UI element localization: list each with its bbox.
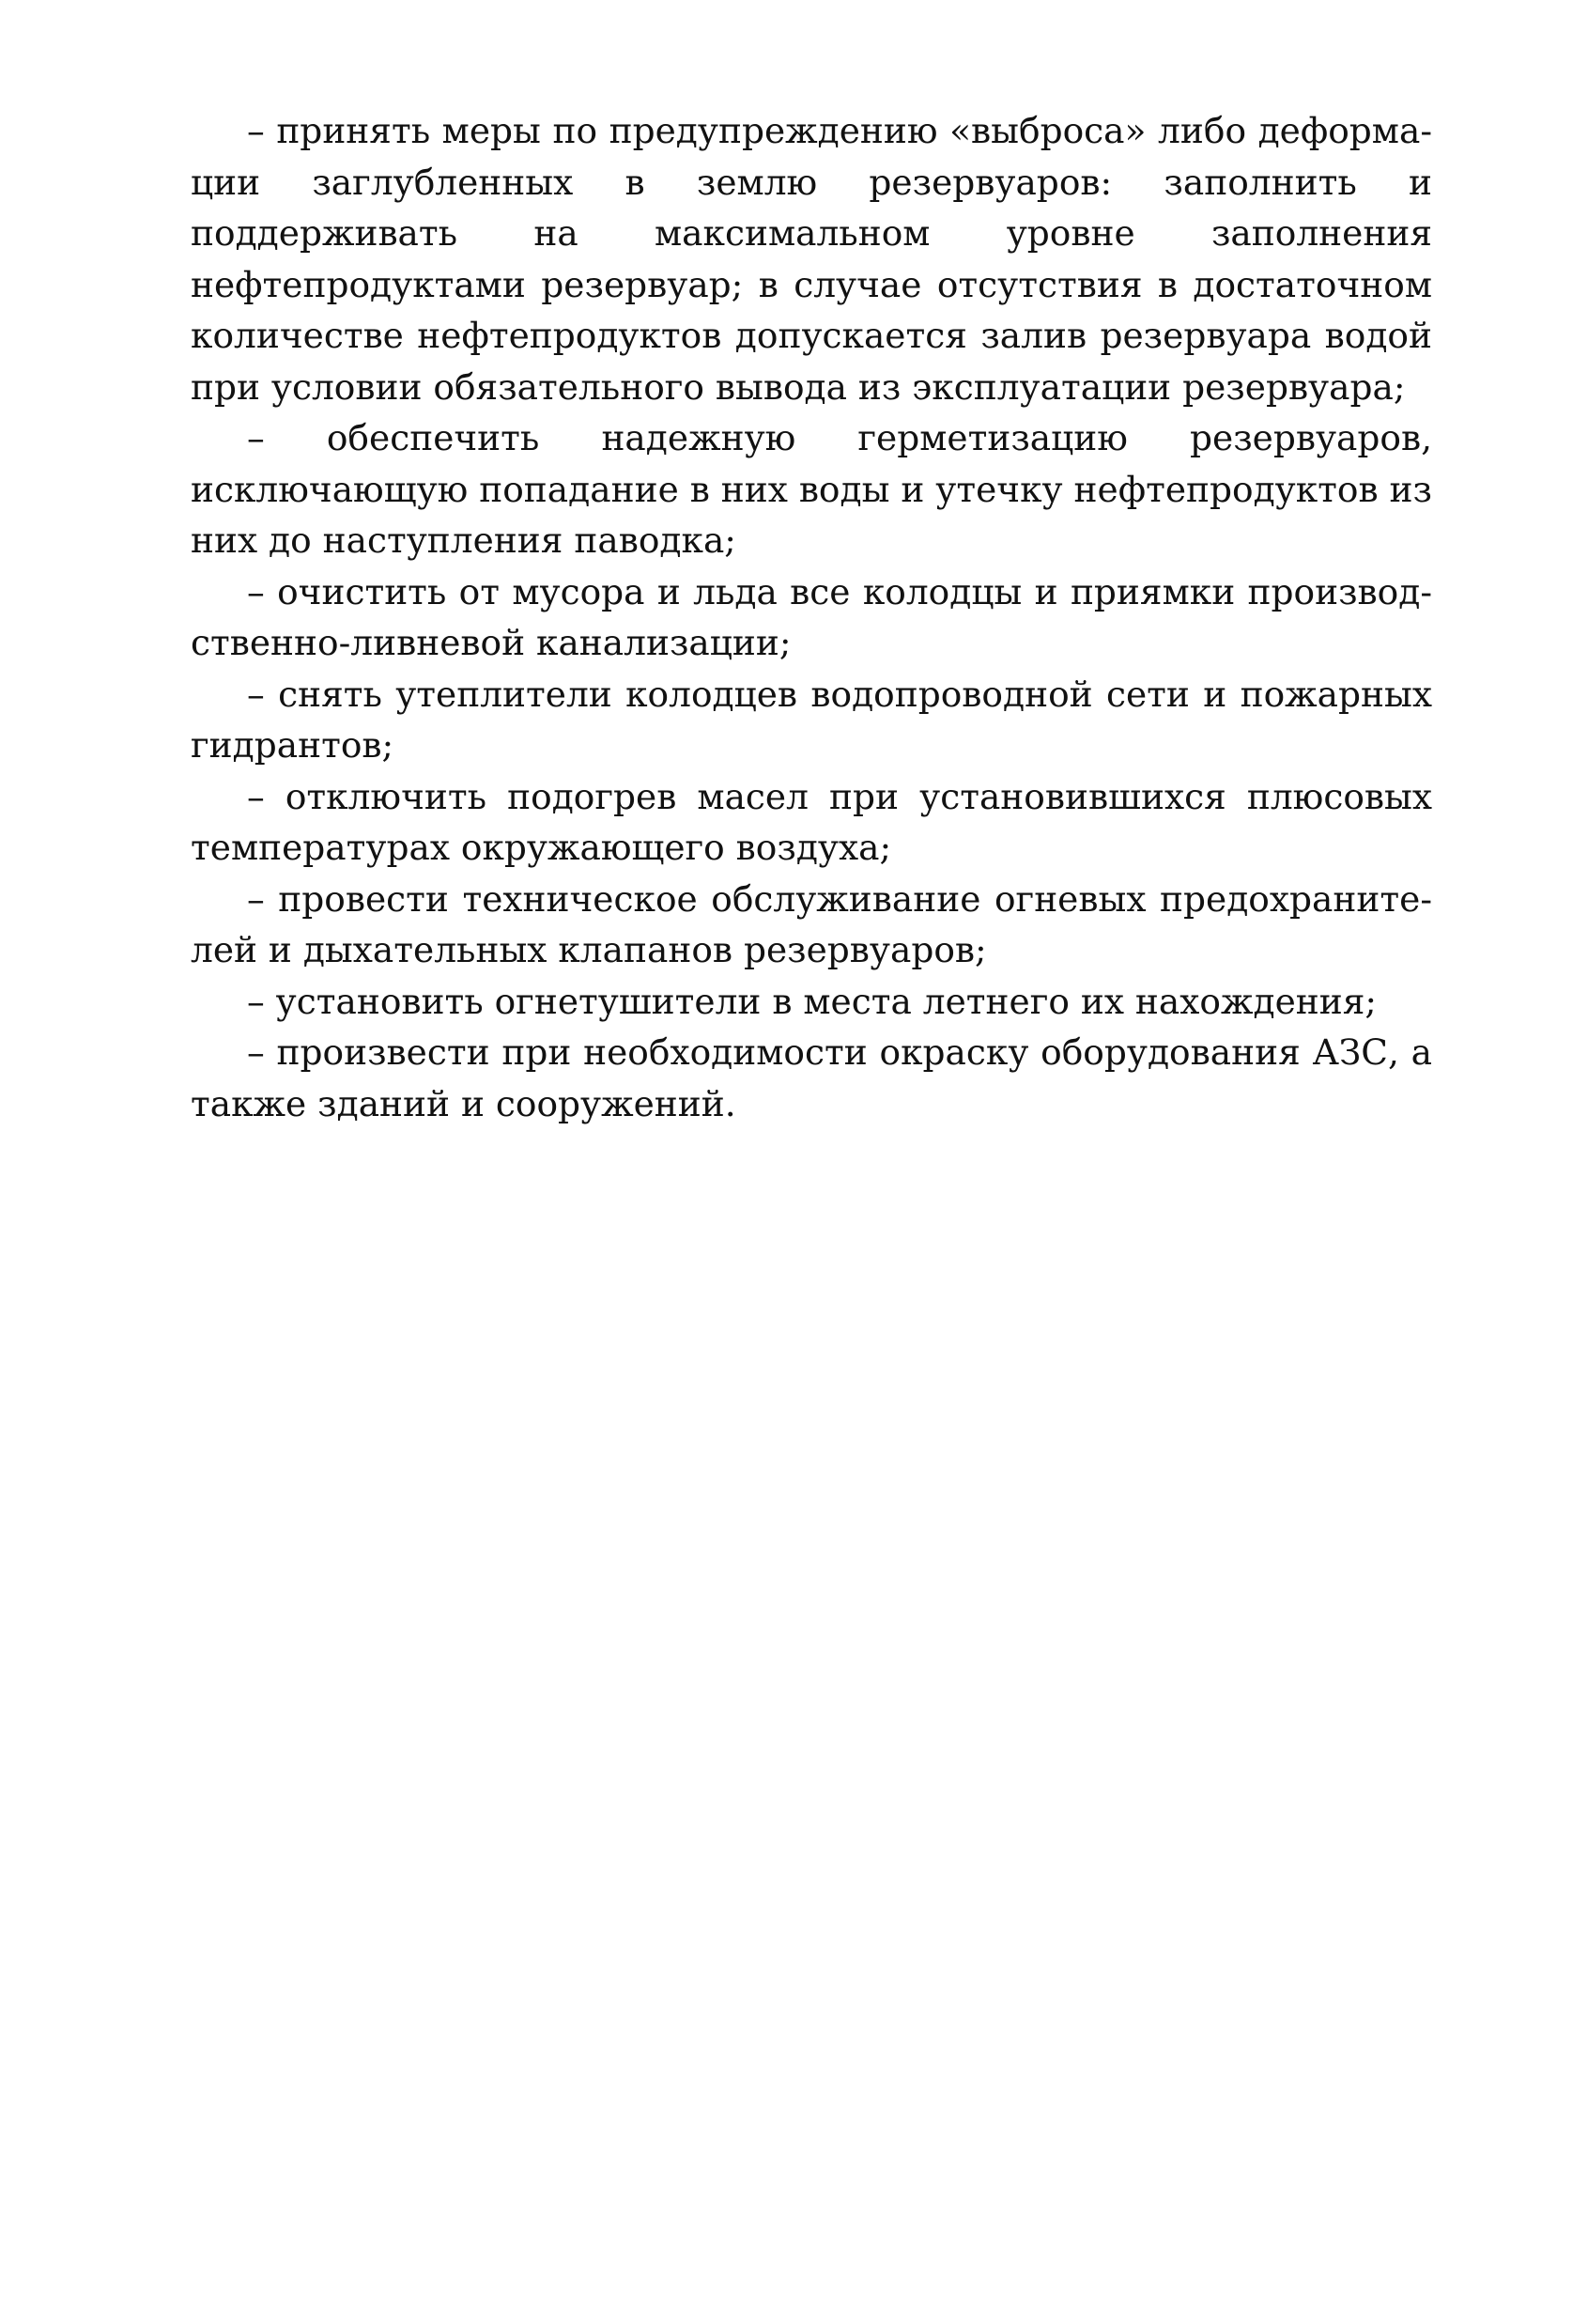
paragraph-list-item: – установить огнетушители в места летнего их нахождения; [247, 980, 1378, 1022]
paragraph-list-item: – принять меры по предупреждению «выброса» либо деформации заглубленных в землю резервуаров: заполнить и поддерживать на максимальном уровне заполнения нефтепродуктами резервуар; в случае отсутствия в достаточном количестве нефтепродуктов допускается залив резервуара водой при условии обязательного вывода из эксплуатации резервуара; [191, 110, 1432, 408]
paragraph-list-item: – отключить подогрев масел при установившихся плюсовых температурах окружающего воздуха; [191, 775, 1432, 868]
paragraph-list-item: – обеспечить надежную герметизацию резервуаров, исключающую попадание в них воды и утечку нефтепродуктов из них до наступления паводка; [191, 417, 1432, 561]
paragraph-list-item: – провести техническое обслуживание огневых предохранителей и дыхательных клапанов резервуаров; [191, 877, 1432, 970]
paragraph-list-item: – снять утеплители колодцев водопроводной сети и пожарных гидрантов; [191, 673, 1432, 766]
body-text [191, 105, 1432, 1129]
paragraph-list-item: – очистить от мусора и льда все колодцы и приямки производственно-ливневой канализации; [191, 570, 1432, 663]
paragraph-list-item: – произвести при необходимости окраску оборудования АЗС, а также зданий и сооружений. [191, 1031, 1432, 1124]
